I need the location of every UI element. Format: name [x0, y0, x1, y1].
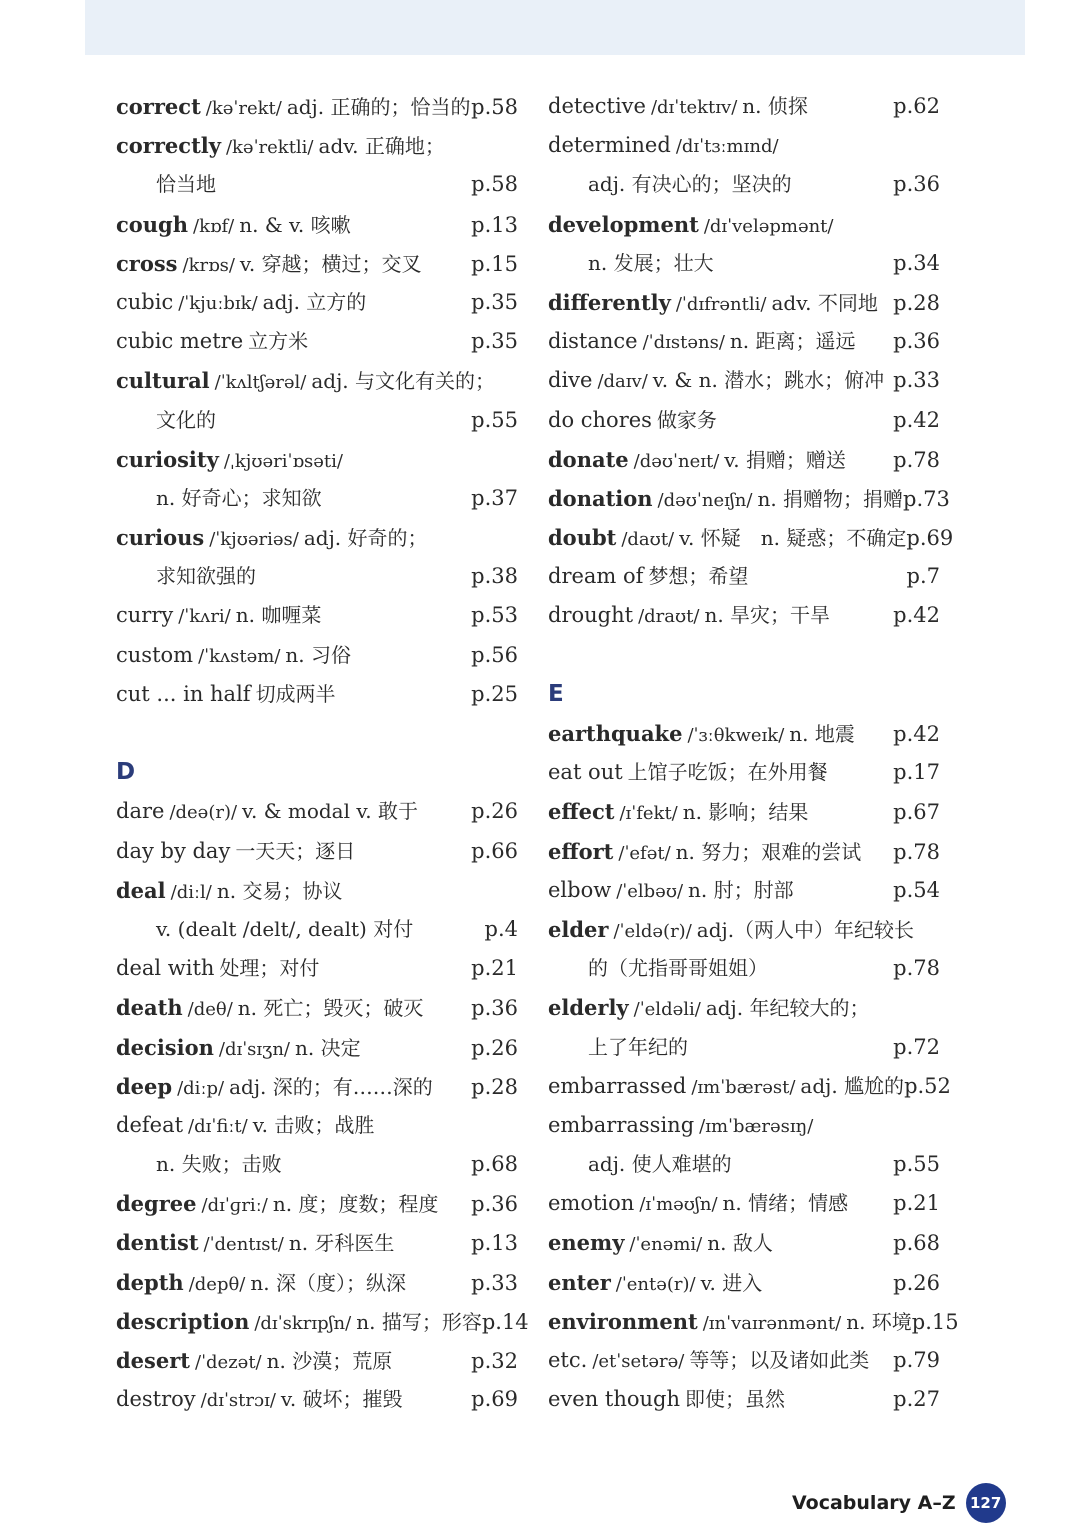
page-reference: p.7 — [906, 564, 940, 589]
section-spacer — [548, 636, 940, 675]
page-reference: p.54 — [893, 877, 940, 902]
page-reference: p.62 — [893, 94, 940, 118]
pronunciation: /ˈɜːθkweɪk/ — [687, 725, 785, 746]
page-reference: p.35 — [471, 329, 518, 354]
definition: n. 度；度数；程度 — [272, 1192, 439, 1217]
pronunciation: /depθ/ — [188, 1273, 246, 1295]
vocab-entry — [548, 792, 940, 831]
headword: doubt — [548, 525, 617, 551]
definition: n. 捐赠物；捐赠 — [757, 486, 904, 511]
page-reference: p.68 — [471, 1152, 518, 1177]
headword: donation — [548, 485, 653, 511]
headword: defeat — [116, 1112, 184, 1137]
pronunciation: /dɪˈtektɪv/ — [650, 97, 738, 118]
headword: development — [548, 211, 699, 237]
vocab-entry — [548, 518, 954, 557]
definition: v. 破坏；摧毁 — [280, 1387, 403, 1412]
vocab-entry — [116, 871, 518, 910]
pronunciation: /ˈentə(r)/ — [615, 1273, 696, 1295]
definition: v. 击败；战胜 — [252, 1112, 375, 1137]
definition: n. 好奇心；求知欲 — [156, 485, 322, 510]
vocab-entry-continuation — [548, 244, 940, 283]
definition: 等等；以及诸如此类 — [689, 1348, 870, 1372]
vocab-entry — [548, 87, 940, 126]
definition: adv. 不同地 — [771, 290, 878, 315]
definition: 一天天；逐日 — [235, 838, 356, 863]
headword: elder — [548, 916, 609, 942]
definition: v. 捐赠；赠送 — [724, 447, 846, 472]
vocab-entry — [548, 322, 940, 361]
definition: n. 影响；结果 — [682, 800, 809, 825]
footer-label: Vocabulary A–Z — [792, 1492, 956, 1514]
pronunciation: /kəˈrekt/ — [205, 98, 282, 119]
headword: dentist — [116, 1230, 199, 1256]
pronunciation: /dɪˈskrɪpʃn/ — [254, 1312, 352, 1334]
definition: n. 交易；协议 — [216, 878, 343, 903]
section-letter: E — [548, 680, 564, 707]
pronunciation: /dɪˈveləpmənt/ — [703, 215, 834, 237]
headword: embarrassing — [548, 1112, 695, 1137]
pronunciation: /dɪˈtɜːmɪnd/ — [675, 136, 779, 158]
vocab-entry — [548, 1223, 940, 1262]
definition: n. 努力；艰难的尝试 — [675, 839, 862, 864]
vocab-entry — [116, 361, 518, 400]
page-reference: p.38 — [471, 564, 518, 589]
definition: v. & modal v. 敢于 — [242, 799, 418, 824]
page-reference: p.78 — [893, 839, 940, 864]
vocab-entry — [548, 871, 940, 910]
vocab-entry — [116, 1380, 518, 1419]
vocab-entry — [548, 440, 940, 479]
vocab-entry-continuation — [116, 165, 518, 204]
definition: n. 描写；形容 — [356, 1309, 482, 1334]
vocab-entry — [116, 988, 518, 1027]
page-reference: p.58 — [471, 95, 518, 119]
page-reference: p.79 — [893, 1348, 940, 1372]
page-reference: p.15 — [471, 251, 518, 276]
vocab-entry — [116, 792, 518, 831]
definition: n. 牙科医生 — [288, 1231, 395, 1256]
page-reference: p.42 — [893, 603, 940, 628]
definition: n. 距离；遥远 — [729, 329, 856, 354]
pronunciation: /ˈdezət/ — [195, 1352, 262, 1373]
headword: embarrassed — [548, 1073, 687, 1098]
definition: n. 死亡；毁灭；破灭 — [237, 996, 424, 1021]
vocab-entry-continuation — [116, 401, 518, 440]
headword: desert — [116, 1348, 190, 1373]
pronunciation: /kɒf/ — [193, 215, 235, 237]
pronunciation: /draʊt/ — [638, 606, 700, 628]
page-reference: p.78 — [893, 956, 940, 981]
page-reference: p.25 — [471, 681, 518, 706]
definition: v. 穿越；横过；交叉 — [239, 251, 422, 276]
pronunciation: /ˈeldəli/ — [633, 999, 701, 1021]
vocab-entry-continuation — [548, 949, 940, 988]
vocab-entry — [116, 1263, 518, 1302]
pronunciation: /daʊt/ — [621, 529, 675, 551]
headword: enemy — [548, 1230, 625, 1256]
vocab-entry — [548, 283, 940, 322]
page-number-badge: 127 — [966, 1483, 1006, 1523]
page-reference: p.27 — [893, 1387, 940, 1412]
vocab-entry — [548, 361, 940, 400]
definition: adj. 与文化有关的； — [311, 369, 496, 394]
pronunciation: /ˈdɪfrəntli/ — [675, 293, 767, 315]
pronunciation: /dɪˈsɪʒn/ — [218, 1038, 290, 1060]
vocab-entry — [116, 518, 518, 557]
page-reference: p.13 — [471, 212, 518, 237]
pronunciation: /ˈdentɪst/ — [203, 1234, 284, 1256]
definition: n. & v. 咳嗽 — [239, 212, 351, 237]
headword: dream of — [548, 564, 644, 589]
pronunciation: /deθ/ — [187, 999, 233, 1021]
section-spacer — [116, 714, 518, 753]
pronunciation: /ˈkʌstəm/ — [198, 645, 281, 667]
vocab-entry — [116, 1302, 529, 1341]
pronunciation: /ɪˈfekt/ — [619, 803, 678, 825]
vocab-entry — [116, 1028, 518, 1067]
vocab-entry — [116, 949, 518, 988]
page-reference: p.21 — [471, 956, 518, 981]
definition: n. 地震 — [789, 722, 855, 746]
definition: n. 决定 — [295, 1035, 361, 1060]
page-reference: p.69 — [471, 1387, 518, 1412]
headword: cut ... in half — [116, 681, 251, 706]
page-reference: p.34 — [893, 250, 940, 275]
vocab-entry — [548, 1302, 959, 1341]
page-reference: p.36 — [471, 996, 518, 1021]
definition: 切成两半 — [255, 681, 336, 706]
page-reference: p.33 — [471, 1270, 518, 1295]
definition: adj.（两人中）年纪较长 — [696, 917, 915, 942]
pronunciation: /ˈeldə(r)/ — [613, 920, 692, 942]
pronunciation: /ɪˈməʊʃn/ — [639, 1194, 718, 1216]
page-reference: p.17 — [893, 760, 940, 785]
vocab-column-left — [116, 87, 529, 1419]
page-reference: p.55 — [471, 407, 518, 432]
headword: earthquake — [548, 721, 683, 746]
vocab-entry — [116, 1184, 518, 1223]
pronunciation: /dɪˈstrɔɪ/ — [200, 1390, 276, 1412]
definition: n. 环境 — [846, 1309, 912, 1334]
pronunciation: /dɪˈfiːt/ — [188, 1115, 248, 1137]
vocab-entry — [548, 205, 940, 244]
pronunciation: /ˈkjʊəriəs/ — [209, 529, 299, 551]
definition: 上馆子吃饭；在外用餐 — [627, 760, 828, 785]
page-reference: p.52 — [904, 1073, 951, 1098]
definition: adj. 深的；有……深的 — [229, 1074, 433, 1099]
vocab-entry-continuation — [548, 1145, 940, 1184]
vocab-entry — [116, 675, 518, 714]
page-reference: p.55 — [893, 1152, 940, 1177]
definition: v. 进入 — [700, 1270, 763, 1295]
page-reference: p.28 — [471, 1074, 518, 1099]
page-reference: p.42 — [893, 722, 940, 746]
vocab-entry — [548, 479, 950, 518]
headword: environment — [548, 1308, 698, 1334]
headword: cultural — [116, 368, 210, 394]
definition: 上了年纪的 — [588, 1034, 688, 1059]
headword: emotion — [548, 1191, 635, 1216]
page-reference: p.72 — [893, 1034, 940, 1059]
definition: v. (dealt /delt/, dealt) 对付 — [156, 916, 414, 941]
headword: dare — [116, 799, 165, 824]
pronunciation: /daɪv/ — [597, 371, 648, 393]
page-reference: p.14 — [481, 1309, 529, 1334]
definition: 文化的 — [156, 407, 216, 432]
vocab-entry — [548, 910, 940, 949]
vocab-entry — [116, 1341, 518, 1380]
page-reference: p.56 — [471, 642, 518, 667]
pronunciation: /ɪmˈbærəst/ — [691, 1076, 796, 1098]
pronunciation: /ɪnˈvaɪrənmənt/ — [702, 1312, 842, 1334]
vocab-entry — [548, 753, 940, 792]
vocab-entry — [548, 714, 940, 753]
headword: cross — [116, 250, 178, 276]
definition: v. 怀疑 n. 疑惑；不确定 — [679, 526, 907, 551]
page-reference: p.37 — [471, 485, 518, 510]
pronunciation: /ˈdɪstəns/ — [642, 332, 725, 354]
headword: cubic — [116, 289, 174, 314]
vocab-entry — [548, 1341, 940, 1380]
vocab-entry — [548, 596, 940, 635]
headword: correct — [116, 94, 201, 119]
letter-section-heading — [116, 753, 518, 792]
definition: adj. 好奇的； — [303, 526, 428, 551]
pronunciation: /dəʊˈneɪt/ — [633, 450, 720, 472]
vocab-entry — [116, 1067, 518, 1106]
definition: adj. 尴尬的 — [800, 1073, 905, 1098]
page-reference: p.42 — [893, 407, 940, 432]
headword: elderly — [548, 995, 629, 1021]
page-reference: p.36 — [893, 329, 940, 354]
vocab-entry — [548, 557, 940, 596]
pronunciation: /diːl/ — [170, 881, 212, 903]
vocab-entry — [548, 1067, 951, 1106]
headword: curious — [116, 525, 205, 551]
vocab-entry — [548, 401, 940, 440]
page-reference: p.33 — [893, 368, 940, 393]
pronunciation: /ˈkʌltʃərəl/ — [214, 372, 307, 394]
vocab-entry — [116, 440, 518, 479]
pronunciation: /ˈkjuːbɪk/ — [178, 292, 258, 314]
headword: dive — [548, 368, 593, 393]
definition: adj. 正确的；恰当的 — [286, 95, 471, 119]
headword: even though — [548, 1387, 681, 1412]
headword: eat out — [548, 760, 623, 785]
headword: cough — [116, 211, 189, 237]
definition: adj. 年纪较大的； — [705, 996, 870, 1021]
page-reference: p.15 — [911, 1309, 959, 1334]
page-reference: p.78 — [893, 447, 940, 472]
top-color-band — [85, 0, 1025, 55]
headword: donate — [548, 446, 629, 472]
headword: death — [116, 995, 183, 1021]
vocab-entry — [548, 1263, 940, 1302]
vocab-entry — [116, 1223, 518, 1262]
headword: day by day — [116, 838, 231, 863]
vocab-entry — [116, 596, 518, 635]
vocab-entry — [116, 87, 518, 126]
headword: distance — [548, 329, 638, 354]
definition: n. 失败；击败 — [156, 1152, 282, 1177]
page-reference: p.28 — [893, 290, 940, 315]
headword: correctly — [116, 133, 221, 159]
definition: 的（尤指哥哥姐姐） — [588, 956, 768, 981]
headword: drought — [548, 603, 634, 628]
definition: adj. 立方的 — [262, 289, 367, 314]
headword: differently — [548, 289, 671, 315]
page-reference: p.26 — [893, 1270, 940, 1295]
definition: 处理；对付 — [219, 956, 320, 981]
headword: elbow — [548, 877, 612, 902]
definition: n. 咖喱菜 — [235, 603, 322, 628]
definition: 梦想；希望 — [648, 564, 749, 589]
definition: adj. 使人难堪的 — [588, 1152, 732, 1177]
definition: n. 发展；壮大 — [588, 250, 714, 275]
definition: n. 侦探 — [742, 94, 808, 118]
headword: effort — [548, 838, 614, 864]
page-reference: p.4 — [484, 916, 518, 941]
page-reference: p.67 — [893, 800, 940, 825]
pronunciation: /dɪˈɡriː/ — [201, 1195, 268, 1217]
headword: etc. — [548, 1348, 588, 1372]
page-reference: p.36 — [893, 172, 940, 197]
headword: description — [116, 1308, 250, 1334]
page-reference: p.68 — [893, 1231, 940, 1256]
headword: enter — [548, 1269, 611, 1295]
page-reference: p.35 — [471, 289, 518, 314]
vocab-entry — [116, 636, 518, 675]
pronunciation: /ˌkjʊəriˈɒsəti/ — [223, 450, 343, 472]
definition: n. 敌人 — [707, 1231, 773, 1256]
pronunciation: /ˈelbəʊ/ — [616, 880, 684, 902]
definition: v. & n. 潜水；跳水；俯冲 — [652, 368, 885, 393]
headword: destroy — [116, 1387, 196, 1412]
headword: determined — [548, 133, 671, 158]
vocab-entry — [116, 126, 518, 165]
pronunciation: /kəˈrektli/ — [225, 137, 314, 159]
vocab-entry-continuation — [116, 479, 518, 518]
pronunciation: /etˈsetərə/ — [592, 1351, 685, 1372]
vocab-entry — [548, 988, 940, 1027]
pronunciation: /ɪmˈbærəsɪŋ/ — [699, 1115, 814, 1137]
vocab-entry — [116, 283, 518, 322]
headword: decision — [116, 1034, 214, 1060]
vocab-entry-continuation — [548, 165, 940, 204]
headword: deal — [116, 877, 166, 903]
vocab-entry — [548, 1106, 940, 1145]
headword: custom — [116, 642, 194, 667]
vocab-entry — [548, 126, 940, 165]
definition: 做家务 — [656, 407, 717, 432]
vocab-entry — [548, 832, 940, 871]
headword: deal with — [116, 956, 215, 981]
definition: adj. 有决心的；坚决的 — [588, 172, 792, 197]
definition: n. 肘；肘部 — [688, 877, 794, 902]
section-letter: D — [116, 759, 136, 786]
vocab-entry-continuation — [116, 557, 518, 596]
page-reference: p.73 — [903, 486, 950, 511]
pronunciation: /deə(r)/ — [169, 802, 238, 824]
definition: n. 深（度）；纵深 — [250, 1270, 406, 1295]
page-reference: p.66 — [471, 838, 518, 863]
page-reference: p.32 — [471, 1349, 518, 1373]
page-reference: p.58 — [471, 172, 518, 197]
headword: deep — [116, 1073, 173, 1099]
definition: n. 沙漠；荒原 — [266, 1349, 393, 1373]
headword: curiosity — [116, 446, 219, 472]
vocab-entry — [116, 244, 518, 283]
headword: depth — [116, 1269, 184, 1295]
headword: effect — [548, 799, 615, 825]
page-footer — [792, 1483, 1006, 1523]
vocab-column-right — [548, 87, 959, 1419]
pronunciation: /ˈefət/ — [618, 842, 671, 864]
page-reference: p.36 — [471, 1192, 518, 1217]
definition: 即使；虽然 — [685, 1387, 786, 1412]
definition: n. 习俗 — [285, 642, 352, 667]
vocab-entry — [116, 832, 518, 871]
definition: 求知欲强的 — [156, 564, 256, 589]
pronunciation: /dəʊˈneɪʃn/ — [657, 489, 753, 511]
vocab-entry — [548, 1380, 940, 1419]
page-reference: p.21 — [893, 1191, 940, 1216]
vocab-entry — [116, 1106, 518, 1145]
vocab-entry-continuation — [116, 1145, 518, 1184]
vocab-entry-continuation — [548, 1028, 940, 1067]
pronunciation: /diːp/ — [177, 1077, 225, 1099]
headword: cubic metre — [116, 329, 244, 354]
headword: degree — [116, 1191, 197, 1217]
vocab-entry — [548, 1184, 940, 1223]
page-reference: p.26 — [471, 799, 518, 824]
vocab-entry — [116, 322, 518, 361]
page-reference: p.26 — [471, 1035, 518, 1060]
definition: 立方米 — [248, 329, 309, 354]
letter-section-heading — [548, 675, 940, 714]
vocab-entry-continuation — [116, 910, 518, 949]
headword: curry — [116, 603, 174, 628]
page-reference: p.69 — [906, 526, 954, 551]
definition: 恰当地 — [156, 172, 216, 197]
page-reference: p.13 — [471, 1231, 518, 1256]
vocab-entry — [116, 205, 518, 244]
definition: adv. 正确地； — [318, 134, 445, 159]
headword: do chores — [548, 407, 652, 432]
definition: n. 旱灾；干旱 — [704, 603, 831, 628]
headword: detective — [548, 94, 646, 118]
pronunciation: /ˈenəmi/ — [629, 1234, 703, 1256]
definition: n. 情绪；情感 — [722, 1191, 849, 1216]
page-reference: p.53 — [471, 603, 518, 628]
pronunciation: /ˈkʌri/ — [178, 606, 231, 628]
pronunciation: /krɒs/ — [182, 254, 235, 276]
